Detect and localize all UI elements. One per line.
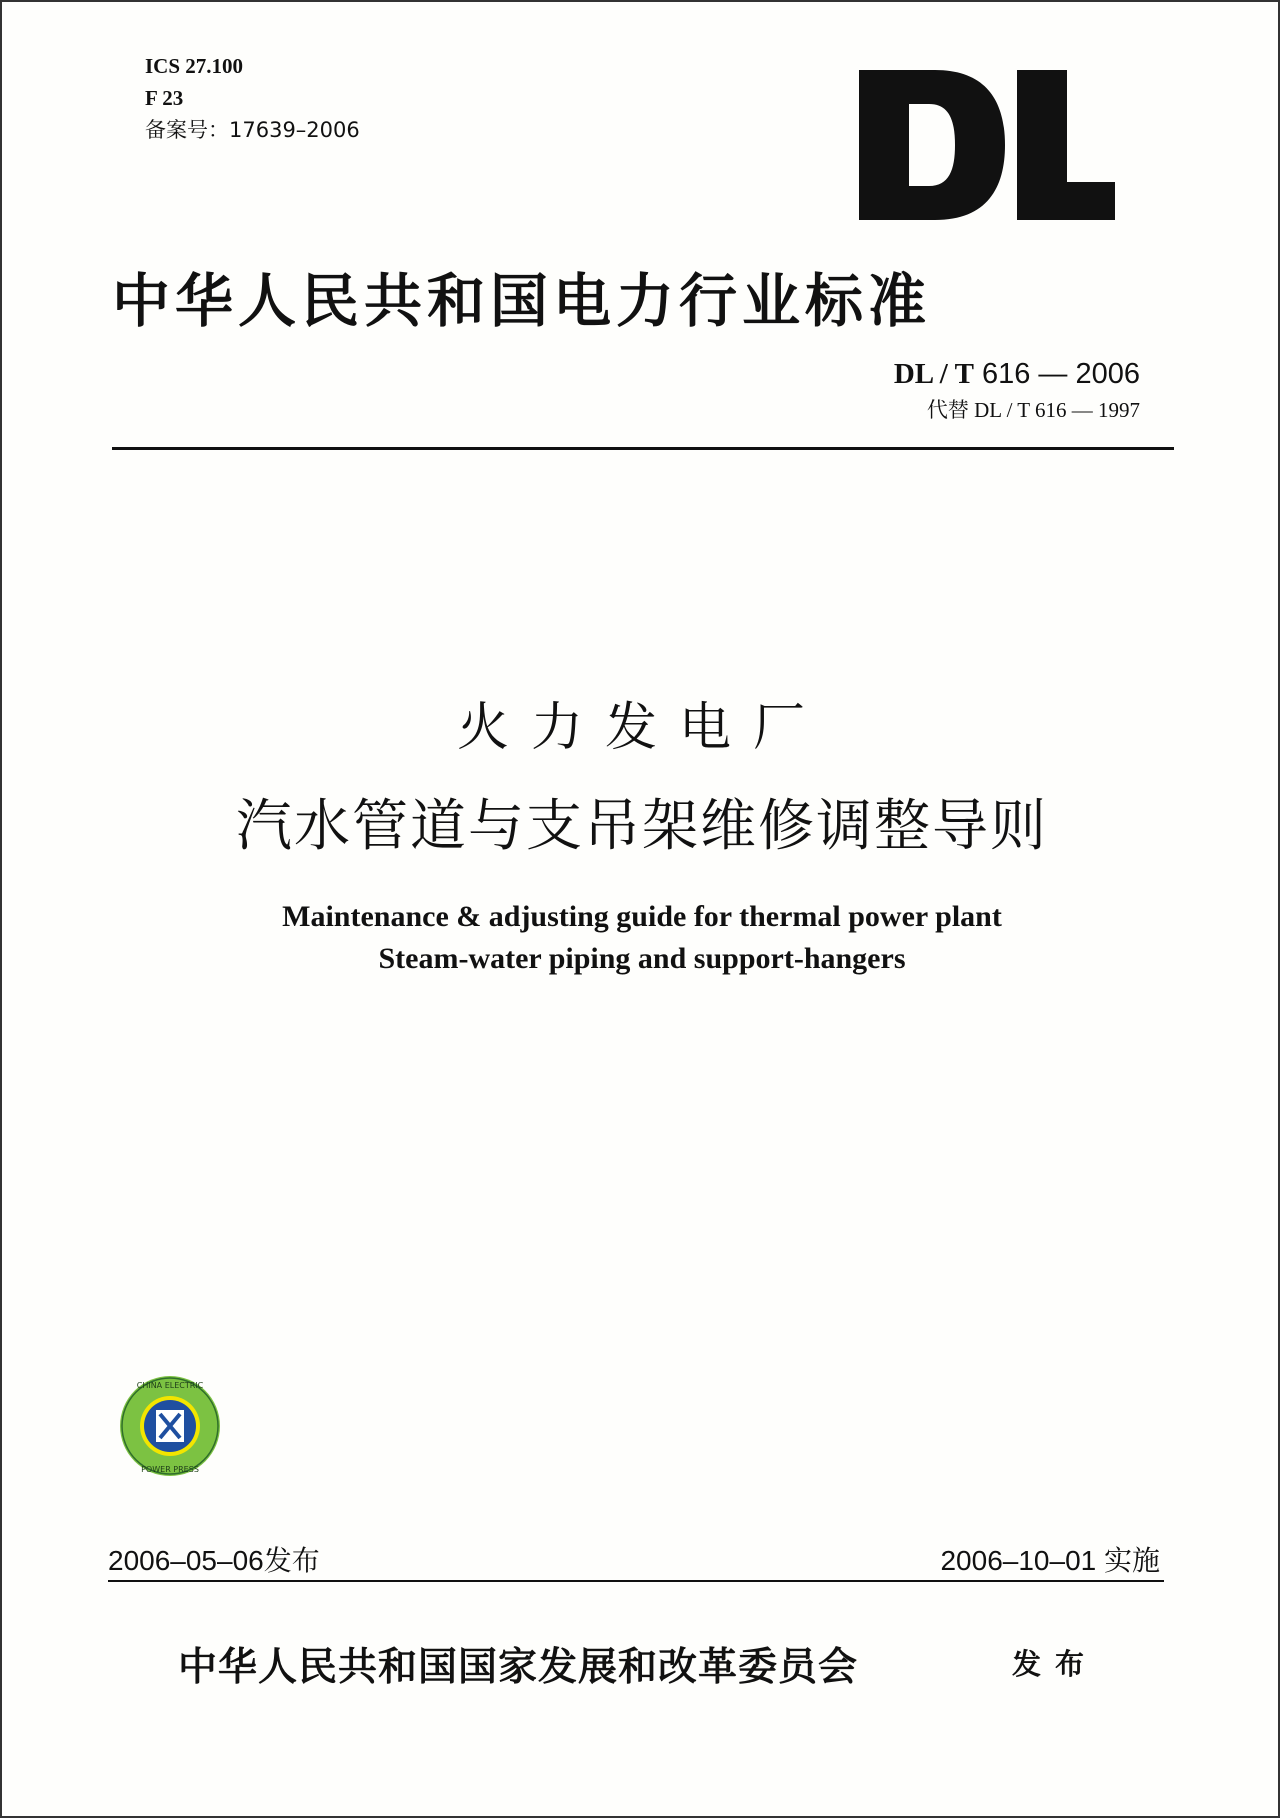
press-seal-icon — [118, 1374, 222, 1478]
en-title-line-1: Maintenance & adjusting guide for thermal power plant — [282, 900, 1002, 933]
cn-title-line-1: 火力发电厂 — [456, 698, 827, 758]
ics-code: ICS 27.100 — [145, 54, 244, 78]
industry-standard-title: 中华人民共和国电力行业标准 — [112, 267, 932, 335]
implementation-date: 2006–10–01 实施 — [940, 1545, 1160, 1576]
classification-block — [145, 50, 360, 146]
footer-divider — [108, 1580, 1164, 1582]
dl-logo-icon — [857, 70, 1115, 220]
standard-prefix: DL / T — [893, 358, 974, 390]
header-divider — [112, 447, 1174, 450]
publisher-name: 中华人民共和国国家发展和改革委员会 — [178, 1644, 859, 1690]
en-title-line-2: Steam-water piping and support-hangers — [378, 942, 906, 975]
svg-text:POWER PRESS: POWER PRESS — [141, 1465, 199, 1474]
standard-code: 616 — 2006 — [973, 358, 1140, 390]
category-code: F 23 — [145, 86, 184, 110]
publish-label: 发布 — [1012, 1647, 1099, 1681]
standard-number — [894, 358, 1140, 391]
cn-title-line-2: 汽水管道与支吊架维修调整导则 — [236, 794, 1048, 859]
issue-date: 2006–05–06发布 — [108, 1545, 320, 1576]
replaces-standard: 代替 DL / T 616 — 1997 — [926, 398, 1140, 422]
svg-text:CHINA ELECTRIC: CHINA ELECTRIC — [136, 1381, 204, 1390]
filing-number: 备案号：17639–2006 — [145, 118, 360, 142]
